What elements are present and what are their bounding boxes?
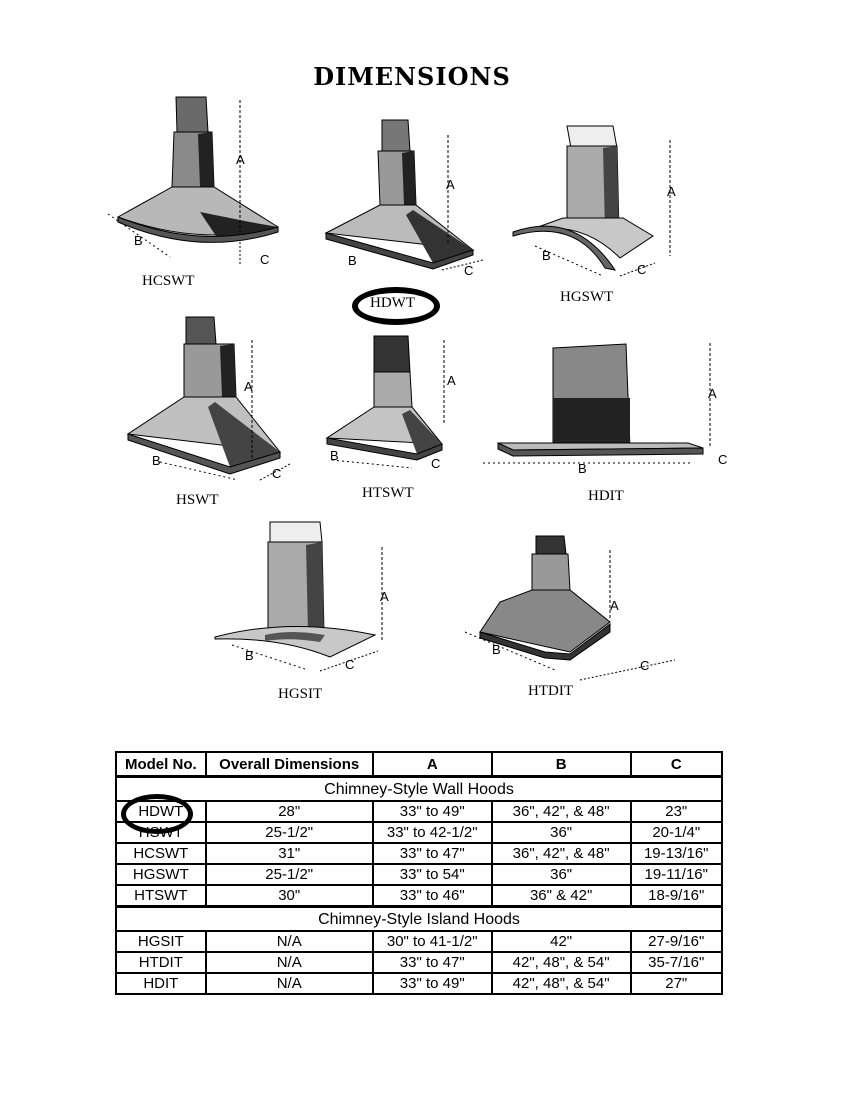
- cell-c: 19-13/16": [631, 843, 723, 864]
- model-label-htswt: HTSWT: [362, 485, 414, 501]
- cell-c: 35-7/16": [631, 952, 723, 973]
- dimensions-table: [115, 751, 723, 995]
- header-b: B: [492, 752, 631, 777]
- cell-c: 27": [631, 973, 723, 994]
- hgsit-drawing: [210, 517, 400, 677]
- dim-b-label: B: [578, 461, 587, 476]
- header-a: A: [373, 752, 492, 777]
- cell-overall: 31": [206, 843, 373, 864]
- hswt-drawing: [120, 312, 300, 487]
- cell-c: 19-11/16": [631, 864, 723, 885]
- cell-b: 42", 48", & 54": [492, 973, 631, 994]
- cell-a: 33" to 42-1/2": [373, 822, 492, 843]
- dim-b-label: B: [330, 448, 339, 463]
- htswt-diagram: [322, 332, 472, 507]
- dim-c-label: C: [431, 456, 441, 471]
- table-row: [116, 952, 722, 973]
- cell-b: 42": [492, 931, 631, 952]
- dim-b-label: B: [542, 248, 551, 263]
- dim-b-label: B: [134, 233, 143, 248]
- hcswt-diagram: [100, 92, 280, 292]
- dim-c-label: C: [637, 262, 647, 277]
- page-title: DIMENSIONS: [313, 62, 511, 91]
- dim-b-label: B: [492, 642, 501, 657]
- hgswt-diagram: [505, 118, 685, 318]
- table-row: [116, 822, 722, 843]
- dim-a-label: A: [446, 177, 455, 192]
- section-row: [116, 777, 722, 802]
- model-label-hcswt: HCSWT: [142, 273, 195, 289]
- table-row: [116, 843, 722, 864]
- section-title: Chimney-Style Wall Hoods: [116, 777, 722, 802]
- cell-a: 33" to 47": [373, 952, 492, 973]
- model-label-hgswt: HGSWT: [560, 289, 614, 305]
- dim-b-label: B: [245, 648, 254, 663]
- dim-a-label: A: [236, 152, 245, 167]
- cell-a: 33" to 54": [373, 864, 492, 885]
- dim-c-label: C: [718, 452, 728, 467]
- dim-a-label: A: [667, 184, 676, 199]
- cell-b: 42", 48", & 54": [492, 952, 631, 973]
- cell-a: 33" to 49": [373, 973, 492, 994]
- cell-model: HDIT: [116, 973, 206, 994]
- cell-model: HSWT: [116, 822, 206, 843]
- cell-b: 36" & 42": [492, 885, 631, 907]
- table-row: [116, 885, 722, 907]
- cell-overall: 25-1/2": [206, 864, 373, 885]
- header-c: C: [631, 752, 723, 777]
- cell-model: HTSWT: [116, 885, 206, 907]
- circle-annotation: [121, 794, 193, 834]
- cell-c: 18-9/16": [631, 885, 723, 907]
- hgsit-diagram: [210, 517, 400, 707]
- hdit-diagram: [478, 338, 728, 508]
- htdit-diagram: [460, 532, 680, 707]
- model-label-htdit: HTDIT: [528, 683, 573, 699]
- cell-overall: N/A: [206, 973, 373, 994]
- cell-model: HDWT: [116, 801, 206, 822]
- cell-model: HGSIT: [116, 931, 206, 952]
- table-row: [116, 973, 722, 994]
- cell-a: 33" to 49": [373, 801, 492, 822]
- header-model: Model No.: [116, 752, 206, 777]
- dim-c-label: C: [272, 466, 282, 481]
- dim-c-label: C: [640, 658, 650, 673]
- dim-a-label: A: [380, 589, 389, 604]
- cell-b: 36": [492, 864, 631, 885]
- htswt-drawing: [322, 332, 472, 477]
- dim-b-label: B: [152, 453, 161, 468]
- hgswt-drawing: [505, 118, 685, 288]
- hswt-diagram: [120, 312, 300, 512]
- htdit-drawing: [460, 532, 680, 682]
- hdwt-drawing: [318, 115, 488, 285]
- cell-a: 33" to 47": [373, 843, 492, 864]
- cell-c: 23": [631, 801, 723, 822]
- dim-c-label: C: [345, 657, 355, 672]
- cell-b: 36", 42", & 48": [492, 843, 631, 864]
- cell-overall: 30": [206, 885, 373, 907]
- hcswt-drawing: [100, 92, 280, 292]
- hdit-drawing: [478, 338, 728, 478]
- cell-overall: N/A: [206, 952, 373, 973]
- model-label-hdwt: HDWT: [370, 295, 415, 311]
- cell-overall: N/A: [206, 931, 373, 952]
- dim-a-label: A: [447, 373, 456, 388]
- table-row: [116, 801, 722, 822]
- model-label-hswt: HSWT: [176, 492, 219, 508]
- hdwt-diagram: [318, 115, 488, 330]
- section-title: Chimney-Style Island Hoods: [116, 907, 722, 932]
- cell-model: HTDIT: [116, 952, 206, 973]
- cell-c: 20-1/4": [631, 822, 723, 843]
- cell-c: 27-9/16": [631, 931, 723, 952]
- cell-model: HGSWT: [116, 864, 206, 885]
- table-row: [116, 931, 722, 952]
- model-label-hgsit: HGSIT: [278, 686, 323, 702]
- cell-a: 30" to 41-1/2": [373, 931, 492, 952]
- cell-overall: 25-1/2": [206, 822, 373, 843]
- dim-c-label: C: [260, 252, 270, 267]
- dim-b-label: B: [348, 253, 357, 268]
- dim-c-label: C: [464, 263, 474, 278]
- cell-b: 36": [492, 822, 631, 843]
- cell-model: HCSWT: [116, 843, 206, 864]
- section-row: [116, 907, 722, 932]
- cell-b: 36", 42", & 48": [492, 801, 631, 822]
- dim-a-label: A: [610, 598, 619, 613]
- header-overall: Overall Dimensions: [206, 752, 373, 777]
- dim-a-label: A: [708, 386, 717, 401]
- dim-a-label: A: [244, 379, 253, 394]
- model-label-hdit: HDIT: [588, 488, 624, 504]
- cell-a: 33" to 46": [373, 885, 492, 907]
- table-row: [116, 864, 722, 885]
- cell-overall: 28": [206, 801, 373, 822]
- table-header-row: [116, 752, 722, 777]
